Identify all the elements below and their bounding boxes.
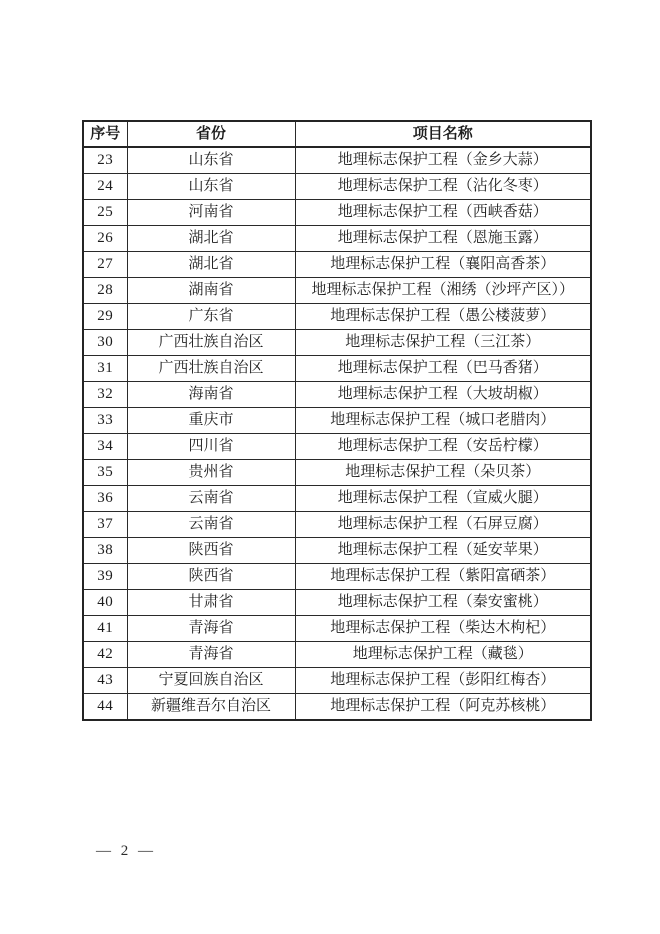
cell-project: 地理标志保护工程（藏毯） [295, 642, 591, 668]
cell-project: 地理标志保护工程（安岳柠檬） [295, 434, 591, 460]
cell-province: 山东省 [127, 174, 295, 200]
cell-no: 30 [83, 330, 127, 356]
cell-no: 38 [83, 538, 127, 564]
cell-province: 山东省 [127, 147, 295, 174]
cell-project: 地理标志保护工程（巴马香猪） [295, 356, 591, 382]
table-row [83, 356, 591, 382]
table-row [83, 538, 591, 564]
cell-no: 26 [83, 226, 127, 252]
cell-project: 地理标志保护工程（恩施玉露） [295, 226, 591, 252]
cell-project: 地理标志保护工程（彭阳红梅杏） [295, 668, 591, 694]
table-row [83, 564, 591, 590]
cell-province: 宁夏回族自治区 [127, 668, 295, 694]
table-row [83, 330, 591, 356]
cell-project: 地理标志保护工程（紫阳富硒茶） [295, 564, 591, 590]
cell-project: 地理标志保护工程（金乡大蒜） [295, 147, 591, 174]
table-row [83, 590, 591, 616]
cell-province: 海南省 [127, 382, 295, 408]
cell-project: 地理标志保护工程（愚公楼菠萝） [295, 304, 591, 330]
cell-project: 地理标志保护工程（石屏豆腐） [295, 512, 591, 538]
cell-no: 41 [83, 616, 127, 642]
table-body [83, 147, 591, 720]
column-header-project-name: 项目名称 [295, 121, 591, 147]
cell-province: 青海省 [127, 642, 295, 668]
cell-project: 地理标志保护工程（湘绣（沙坪产区）） [295, 278, 591, 304]
page-number: — 2 — [96, 843, 156, 859]
cell-project: 地理标志保护工程（秦安蜜桃） [295, 590, 591, 616]
table-row [83, 382, 591, 408]
table-row [83, 668, 591, 694]
table-row [83, 304, 591, 330]
table-row [83, 174, 591, 200]
cell-no: 28 [83, 278, 127, 304]
table-row [83, 278, 591, 304]
table-row [83, 694, 591, 721]
cell-province: 广东省 [127, 304, 295, 330]
cell-no: 42 [83, 642, 127, 668]
cell-province: 陕西省 [127, 538, 295, 564]
cell-no: 23 [83, 147, 127, 174]
table-header-row [83, 121, 591, 147]
cell-no: 43 [83, 668, 127, 694]
table-row [83, 512, 591, 538]
cell-province: 广西壮族自治区 [127, 330, 295, 356]
cell-project: 地理标志保护工程（延安苹果） [295, 538, 591, 564]
cell-no: 35 [83, 460, 127, 486]
column-header-index: 序号 [83, 121, 127, 147]
cell-project: 地理标志保护工程（襄阳高香茶） [295, 252, 591, 278]
cell-province: 贵州省 [127, 460, 295, 486]
table-row [83, 252, 591, 278]
table-row [83, 434, 591, 460]
cell-no: 27 [83, 252, 127, 278]
cell-no: 39 [83, 564, 127, 590]
table-row [83, 642, 591, 668]
cell-province: 湖北省 [127, 226, 295, 252]
cell-province: 新疆维吾尔自治区 [127, 694, 295, 721]
cell-no: 34 [83, 434, 127, 460]
cell-project: 地理标志保护工程（三江茶） [295, 330, 591, 356]
table-row [83, 147, 591, 174]
cell-project: 地理标志保护工程（西峡香菇） [295, 200, 591, 226]
cell-province: 云南省 [127, 512, 295, 538]
cell-project: 地理标志保护工程（朵贝茶） [295, 460, 591, 486]
cell-no: 25 [83, 200, 127, 226]
table-row [83, 226, 591, 252]
cell-project: 地理标志保护工程（阿克苏核桃） [295, 694, 591, 721]
cell-no: 37 [83, 512, 127, 538]
projects-table [82, 120, 592, 721]
table-row [83, 200, 591, 226]
cell-province: 陕西省 [127, 564, 295, 590]
cell-no: 32 [83, 382, 127, 408]
cell-project: 地理标志保护工程（沾化冬枣） [295, 174, 591, 200]
cell-project: 地理标志保护工程（大坡胡椒） [295, 382, 591, 408]
cell-project: 地理标志保护工程（城口老腊肉） [295, 408, 591, 434]
cell-no: 29 [83, 304, 127, 330]
cell-no: 44 [83, 694, 127, 721]
cell-province: 重庆市 [127, 408, 295, 434]
table-row [83, 408, 591, 434]
cell-no: 36 [83, 486, 127, 512]
cell-no: 31 [83, 356, 127, 382]
cell-province: 湖北省 [127, 252, 295, 278]
cell-province: 广西壮族自治区 [127, 356, 295, 382]
cell-province: 四川省 [127, 434, 295, 460]
table-row [83, 460, 591, 486]
table-row [83, 616, 591, 642]
cell-province: 河南省 [127, 200, 295, 226]
cell-province: 青海省 [127, 616, 295, 642]
cell-no: 33 [83, 408, 127, 434]
cell-province: 甘肃省 [127, 590, 295, 616]
table-row [83, 486, 591, 512]
cell-province: 云南省 [127, 486, 295, 512]
cell-province: 湖南省 [127, 278, 295, 304]
cell-project: 地理标志保护工程（柴达木枸杞） [295, 616, 591, 642]
column-header-province: 省份 [127, 121, 295, 147]
cell-no: 40 [83, 590, 127, 616]
cell-no: 24 [83, 174, 127, 200]
cell-project: 地理标志保护工程（宣威火腿） [295, 486, 591, 512]
